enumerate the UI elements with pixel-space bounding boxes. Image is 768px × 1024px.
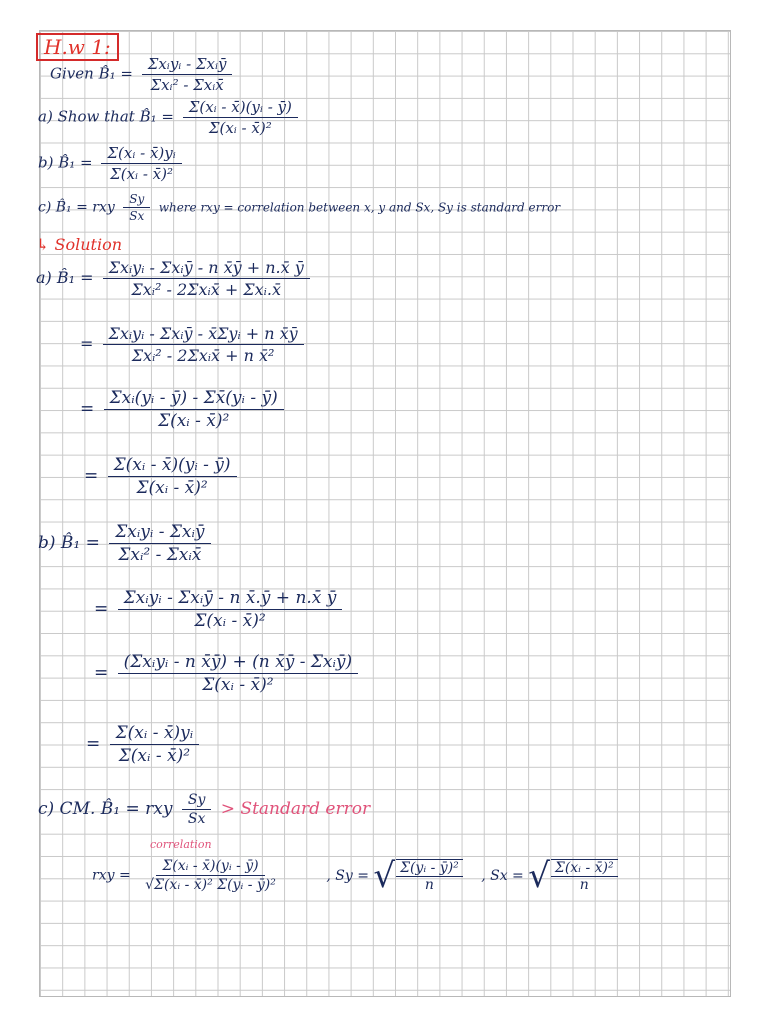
part-b-numerator: Σ(xᵢ - x̄)yᵢ — [101, 144, 181, 164]
given-fraction — [142, 55, 233, 94]
sol-b-num-3: (Σxᵢyᵢ - n x̄ȳ) + (n x̄ȳ - Σxᵢȳ) — [118, 652, 358, 674]
part-c-text: where rxy = correlation between x, y and Sx, Sy is standard error — [158, 200, 561, 215]
sol-b-eq-3: = — [94, 663, 109, 683]
part-a-lhs: B̂₁ = — [139, 107, 174, 126]
sol-a-eq-3: = — [80, 399, 95, 419]
solution-heading — [36, 235, 122, 254]
part-b-lhs: B̂₁ = — [58, 153, 93, 172]
sx-numerator: Σ(xᵢ - x̄)² — [551, 860, 618, 877]
sol-a-den-1: Σxᵢ² - 2Σxᵢx̄ + Σxᵢ.x̄ — [131, 280, 281, 299]
sol-b-eq-4: = — [86, 734, 101, 754]
sol-b-step-3 — [94, 652, 362, 695]
sol-b-frac-4 — [110, 723, 199, 766]
sol-b-den-2: Σ(xᵢ - x̄)² — [194, 611, 266, 631]
sol-c-line — [38, 792, 370, 827]
sol-b-num-1: Σxᵢyᵢ - Σxᵢȳ — [109, 522, 210, 544]
sol-a-label: a) B̂₁ = — [36, 268, 94, 287]
sy-sqrt — [373, 855, 462, 896]
given-denominator: Σxᵢ² - Σxᵢx̄ — [150, 76, 224, 94]
sol-b-frac-1 — [109, 522, 210, 565]
given-line — [50, 55, 236, 94]
sol-a-num-3: Σxᵢ(yᵢ - ȳ) - Σx̄(yᵢ - ȳ) — [104, 388, 284, 410]
sol-a-eq-4: = — [84, 466, 99, 486]
sy-denominator: n — [424, 876, 434, 893]
part-a-fraction — [183, 98, 298, 137]
sol-a-den-4: Σ(xᵢ - x̄)² — [136, 478, 208, 498]
part-c-question — [38, 192, 560, 223]
sol-a-step-1 — [36, 258, 314, 299]
sx-denominator: n — [579, 876, 589, 893]
sol-a-eq-2: = — [80, 334, 94, 353]
part-c-fraction — [123, 192, 150, 223]
sol-b-den-1: Σxᵢ² - Σxᵢx̄ — [118, 545, 202, 565]
formula-line — [92, 855, 618, 896]
solution-label: Solution — [54, 235, 122, 254]
sol-c-numerator: Sy — [182, 792, 212, 810]
sol-a-frac-3 — [104, 388, 284, 431]
part-c-denominator: Sx — [129, 209, 145, 223]
sx-label: , Sx = — [481, 867, 524, 884]
part-c-label: c) B̂₁ = rxy — [38, 199, 115, 216]
sol-a-frac-1 — [103, 258, 310, 299]
sqrt-icon: √ — [373, 855, 396, 896]
part-b-fraction — [101, 144, 181, 183]
sol-b-num-4: Σ(xᵢ - x̄)yᵢ — [110, 723, 199, 745]
sqrt-icon: √ — [528, 855, 550, 896]
sol-b-den-4: Σ(xᵢ - x̄)² — [118, 746, 191, 766]
sol-b-num-2: Σxᵢyᵢ - Σxᵢȳ - n x̄.ȳ + n.x̄ ȳ — [118, 588, 343, 610]
rxy-denominator: √Σ(xᵢ - x̄)² Σ(yᵢ - ȳ)² — [145, 877, 276, 893]
rxy-label: rxy = — [92, 867, 131, 884]
sol-b-frac-3 — [118, 652, 358, 695]
sx-sqrt — [528, 855, 617, 896]
sy-label: , Sy = — [326, 867, 369, 884]
sol-c-denominator: Sx — [187, 811, 206, 827]
part-b-label: b) — [38, 153, 54, 172]
homework-title: H.w 1: — [36, 33, 119, 61]
part-b-denominator: Σ(xᵢ - x̄)² — [110, 165, 174, 183]
sol-a-frac-4 — [108, 455, 237, 498]
sol-b-step-1 — [38, 522, 215, 565]
part-a-label: a) Show that — [38, 107, 135, 126]
sol-b-frac-2 — [118, 588, 343, 631]
sol-b-step-2 — [94, 588, 346, 631]
given-numerator: Σxᵢyᵢ - Σxᵢȳ — [142, 55, 233, 75]
rxy-fraction — [139, 858, 282, 893]
sol-a-num-4: Σ(xᵢ - x̄)(yᵢ - ȳ) — [108, 455, 237, 477]
sol-a-frac-2 — [103, 324, 304, 365]
given-label: Given — [50, 64, 94, 83]
sol-a-den-3: Σ(xᵢ - x̄)² — [158, 411, 230, 431]
part-b-question — [38, 144, 186, 183]
part-a-denominator: Σ(xᵢ - x̄)² — [208, 119, 272, 137]
sol-b-label: b) B̂₁ = — [38, 533, 100, 553]
correlation-note: correlation — [150, 838, 212, 851]
sol-a-step-4 — [84, 455, 241, 498]
part-a-numerator: Σ(xᵢ - x̄)(yᵢ - ȳ) — [183, 98, 298, 118]
sol-a-step-2 — [80, 324, 308, 365]
solution-arrow-icon: ↳ — [36, 235, 50, 254]
sol-b-den-3: Σ(xᵢ - x̄)² — [202, 675, 274, 695]
sol-a-num-2: Σxᵢyᵢ - Σxᵢȳ - x̄Σyᵢ + n x̄ȳ — [103, 324, 304, 345]
part-c-numerator: Sy — [123, 192, 150, 208]
sol-a-step-3 — [80, 388, 288, 431]
standard-error-note: > Standard error — [220, 799, 371, 819]
given-lhs: B̂₁ = — [98, 64, 133, 83]
sol-a-den-2: Σxᵢ² - 2Σxᵢx̄ + n x̄² — [131, 346, 275, 365]
sol-a-num-1: Σxᵢyᵢ - Σxᵢȳ - n x̄ȳ + n.x̄ ȳ — [103, 258, 310, 279]
sy-numerator: Σ(yᵢ - ȳ)² — [396, 860, 463, 877]
sol-c-fraction — [182, 792, 212, 827]
part-a-question — [38, 98, 302, 137]
sol-b-step-4 — [86, 723, 203, 766]
rxy-numerator: Σ(xᵢ - x̄)(yᵢ - ȳ) — [156, 858, 264, 876]
sol-c-label: c) CM. B̂₁ = rxy — [38, 799, 173, 819]
sol-b-eq-2: = — [94, 599, 109, 619]
